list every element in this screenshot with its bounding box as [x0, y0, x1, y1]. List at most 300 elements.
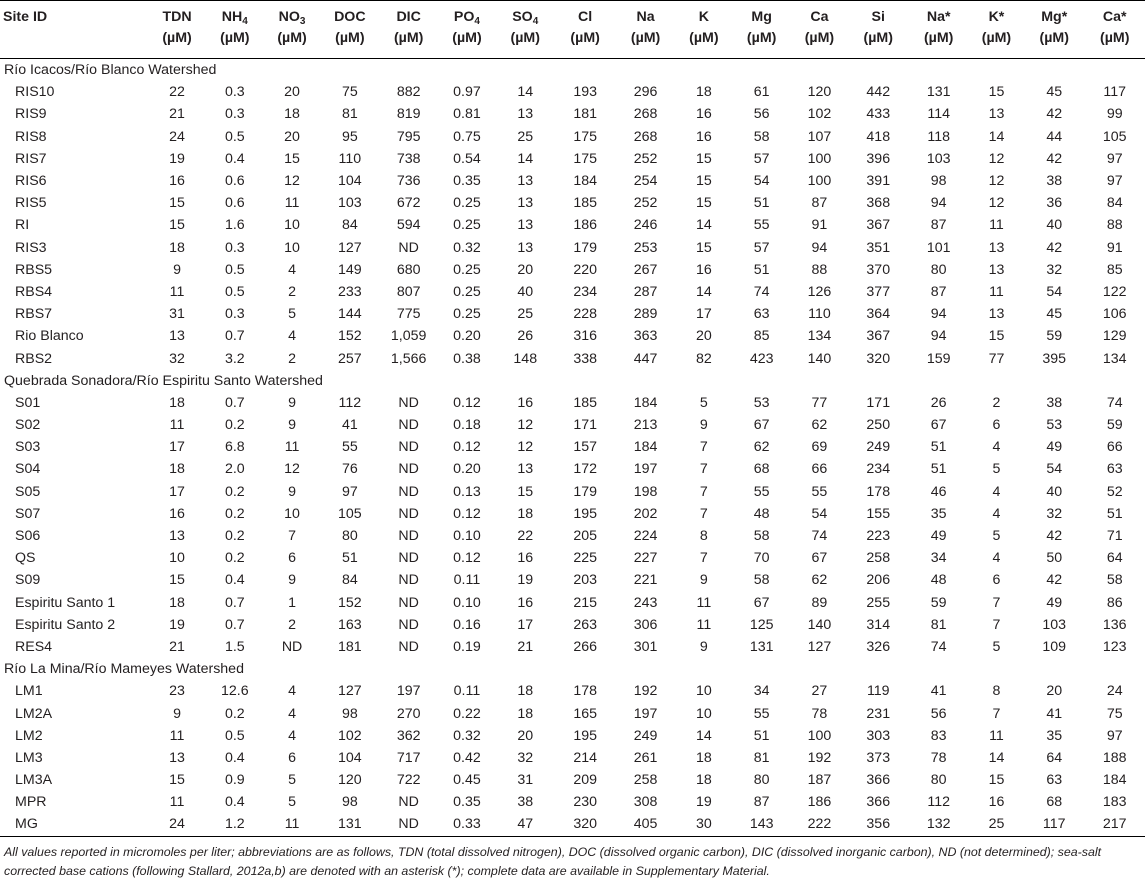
table-cell: 6	[992, 572, 1001, 589]
table-cell: 0.35	[453, 173, 481, 190]
table-cell: 63	[1106, 461, 1123, 478]
table-cell: ND	[398, 550, 419, 567]
table-cell: 270	[396, 705, 421, 722]
table-cell: 717	[396, 749, 421, 766]
table-row	[0, 325, 1145, 347]
table-cell: 80	[930, 261, 947, 278]
table-cell: 9	[288, 572, 296, 589]
table-cell: 0.2	[224, 505, 245, 522]
table-cell: 81	[753, 749, 770, 766]
table-cell: 0.5	[224, 727, 245, 744]
table-cell: 316	[573, 328, 597, 345]
table-cell: 209	[573, 772, 597, 789]
table-cell: 9	[699, 572, 708, 589]
table-cell: 268	[633, 106, 658, 123]
column-header-name: Ca*	[1102, 9, 1127, 25]
site-id-cell: LM3A	[15, 772, 53, 789]
table-cell: 12	[284, 461, 300, 478]
table-cell: 6	[288, 749, 296, 766]
table-row	[0, 259, 1145, 281]
site-id-cell: RBS4	[15, 283, 53, 300]
table-cell: 13	[517, 461, 534, 478]
table-cell: 178	[573, 683, 597, 700]
table-cell: 13	[169, 328, 185, 345]
table-cell: 84	[1106, 195, 1123, 212]
table-cell: 10	[284, 505, 300, 522]
table-cell: 131	[338, 816, 362, 833]
site-id-cell: RIS10	[15, 84, 55, 101]
table-cell: 66	[1106, 439, 1123, 456]
table-cell: 234	[573, 283, 597, 300]
table-cell: 70	[753, 550, 770, 567]
table-cell: 1.6	[224, 217, 245, 234]
table-cell: 54	[753, 173, 770, 190]
table-cell: 882	[396, 84, 421, 101]
column-header-name: Cl	[578, 9, 593, 25]
table-cell: 32	[1046, 505, 1063, 522]
table-cell: 185	[573, 394, 597, 411]
table-cell: 253	[633, 239, 658, 256]
table-cell: 2	[288, 616, 296, 633]
table-cell: 103	[1042, 616, 1067, 633]
table-cell: 49	[1046, 594, 1063, 611]
group-header-row	[0, 59, 1145, 82]
table-row	[0, 81, 1145, 103]
table-cell: 80	[753, 772, 770, 789]
table-cell: 0.2	[224, 417, 245, 434]
table-cell: 34	[753, 683, 770, 700]
table-cell: 320	[866, 350, 891, 367]
table-cell: 16	[695, 106, 712, 123]
table-cell: 228	[573, 306, 597, 323]
table-cell: 11	[169, 794, 185, 811]
table-cell: 396	[866, 150, 891, 167]
table-cell: 35	[930, 505, 947, 522]
table-cell: 12	[988, 195, 1005, 212]
table-cell: 76	[341, 461, 358, 478]
table-cell: ND	[398, 461, 419, 478]
table-cell: 75	[1106, 705, 1123, 722]
table-footnote: All values reported in micromoles per liter; abbreviations are as follows, TDN (total dissolved nitrogen), DOC (dissolved organic carbon), DIC (dissolved inorganic carbon), ND (not determined); sea-salt corrected base cations (following Stallard, 2012a,b) are denoted with an asterisk (*); complete data are available in Supplementary Material.	[4, 844, 1102, 878]
table-row	[0, 170, 1145, 192]
column-header-name: Mg	[751, 9, 772, 25]
column-header-unit: (µM)	[393, 30, 424, 46]
table-cell: 0.7	[224, 394, 245, 411]
table-cell: 87	[930, 283, 947, 300]
table-cell: 267	[633, 261, 658, 278]
table-cell: 356	[866, 816, 891, 833]
table-cell: 24	[169, 128, 185, 145]
table-cell: 7	[288, 528, 296, 545]
table-cell: 63	[753, 306, 770, 323]
table-cell: 188	[1102, 749, 1127, 766]
table-cell: 7	[699, 439, 708, 456]
table-cell: 10	[695, 683, 712, 700]
column-header-unit: (µM)	[1039, 30, 1069, 46]
table-cell: 15	[695, 239, 712, 256]
table-cell: 59	[930, 594, 947, 611]
table-cell: 19	[695, 794, 712, 811]
table-cell: 34	[930, 550, 947, 567]
table-cell: 338	[573, 350, 597, 367]
table-cell: 54	[1046, 283, 1063, 300]
table-cell: 263	[573, 616, 597, 633]
table-cell: 11	[284, 816, 300, 833]
table-cell: 152	[338, 328, 362, 345]
site-id-cell: LM3	[15, 749, 43, 766]
table-cell: 220	[573, 261, 597, 278]
table-cell: 5	[288, 772, 296, 789]
table-cell: 20	[517, 261, 534, 278]
table-cell: 18	[517, 505, 534, 522]
table-cell: 20	[284, 84, 300, 101]
table-cell: 117	[1042, 816, 1066, 833]
column-header-subscript: 4	[242, 16, 248, 27]
site-id-cell: RBS2	[15, 350, 53, 367]
table-cell: 7	[992, 705, 1001, 722]
column-header-unit: (µM)	[923, 30, 954, 46]
table-cell: 14	[517, 150, 534, 167]
table-cell: 18	[284, 106, 300, 123]
table-cell: 31	[169, 306, 185, 323]
table-cell: 27	[811, 683, 828, 700]
table-cell: 12	[988, 150, 1005, 167]
table-cell: 11	[284, 195, 300, 212]
table-cell: 9	[173, 261, 181, 278]
table-cell: 71	[1106, 528, 1123, 545]
column-header-unit: (µM)	[1099, 30, 1130, 46]
table-row	[0, 503, 1145, 525]
table-cell: 97	[1106, 150, 1123, 167]
table-cell: 61	[753, 84, 770, 101]
table-row	[0, 214, 1145, 236]
table-cell: 62	[811, 417, 828, 434]
table-cell: 249	[866, 439, 891, 456]
table-cell: 41	[930, 683, 947, 700]
table-cell: 192	[807, 749, 832, 766]
table-cell: 0.16	[453, 616, 481, 633]
table-cell: 140	[807, 350, 832, 367]
table-cell: 14	[695, 283, 712, 300]
column-header-name: DIC	[396, 9, 421, 25]
table-row	[0, 392, 1145, 414]
table-cell: 11	[989, 283, 1004, 300]
table-cell: ND	[398, 439, 419, 456]
site-id-cell: RIS3	[15, 239, 47, 256]
table-cell: 48	[930, 572, 947, 589]
table-cell: 155	[866, 505, 891, 522]
table-cell: 15	[988, 772, 1005, 789]
table-cell: 16	[988, 794, 1005, 811]
site-id-cell: MPR	[15, 794, 47, 811]
table-cell: ND	[398, 483, 419, 500]
table-cell: 1.5	[224, 638, 245, 655]
table-cell: 14	[695, 217, 712, 234]
table-cell: 54	[1046, 461, 1063, 478]
table-row	[0, 813, 1145, 836]
table-cell: 19	[169, 150, 185, 167]
table-cell: 391	[866, 173, 891, 190]
table-cell: 54	[811, 505, 828, 522]
table-cell: 51	[1106, 505, 1123, 522]
table-cell: 795	[396, 128, 421, 145]
table-cell: 56	[753, 106, 770, 123]
table-cell: 134	[1102, 350, 1127, 367]
table-cell: 55	[753, 483, 770, 500]
table-cell: 18	[695, 749, 712, 766]
table-cell: 18	[695, 772, 712, 789]
table-cell: 18	[169, 239, 185, 256]
table-cell: 20	[695, 328, 712, 345]
table-cell: 12	[988, 173, 1005, 190]
table-cell: 13	[988, 261, 1005, 278]
column-header-unit: (µM)	[981, 30, 1012, 46]
table-cell: 0.19	[453, 638, 481, 655]
table-cell: 123	[1102, 638, 1127, 655]
site-id-cell: RIS9	[15, 106, 47, 123]
table-cell: 80	[341, 528, 358, 545]
table-cell: ND	[398, 239, 419, 256]
table-cell: 5	[992, 461, 1001, 478]
table-cell: 15	[695, 195, 712, 212]
site-id-cell: RIS7	[15, 150, 47, 167]
table-cell: 32	[517, 749, 534, 766]
table-cell: 38	[517, 794, 534, 811]
table-cell: 7	[699, 461, 708, 478]
column-header-name: K*	[988, 9, 1005, 25]
table-cell: 1.2	[224, 816, 245, 833]
table-cell: 15	[169, 195, 185, 212]
table-cell: 59	[1046, 328, 1063, 345]
table-cell: 0.33	[453, 816, 481, 833]
table-cell: 19	[169, 616, 185, 633]
table-cell: 206	[866, 572, 891, 589]
column-header-unit: (µM)	[277, 30, 307, 46]
table-cell: 82	[695, 350, 712, 367]
table-cell: 47	[517, 816, 534, 833]
table-cell: 186	[807, 794, 832, 811]
table-cell: ND	[398, 505, 419, 522]
site-id-cell: S07	[15, 505, 41, 522]
column-header	[969, 1, 1024, 59]
table-cell: 88	[1106, 217, 1123, 234]
table-cell: 42	[1046, 106, 1063, 123]
column-header-name: Na	[636, 9, 655, 25]
column-header	[791, 1, 848, 59]
site-id-cell: Espiritu Santo 2	[15, 616, 116, 633]
table-cell: 119	[866, 683, 890, 700]
table-cell: 40	[1046, 483, 1063, 500]
column-header	[908, 1, 968, 59]
table-cell: 0.97	[453, 84, 481, 101]
table-cell: 52	[1106, 483, 1123, 500]
table-cell: 100	[807, 727, 832, 744]
table-cell: 193	[573, 84, 597, 101]
table-cell: 0.54	[453, 150, 481, 167]
table-cell: 75	[341, 84, 358, 101]
table-row	[0, 791, 1145, 813]
table-cell: 9	[699, 638, 708, 655]
table-cell: 6	[992, 417, 1001, 434]
table-cell: 102	[807, 106, 832, 123]
table-cell: 120	[807, 84, 832, 101]
table-cell: 0.11	[453, 572, 481, 589]
table-cell: 98	[930, 173, 947, 190]
table-cell: 0.18	[453, 417, 481, 434]
table-row	[0, 525, 1145, 547]
table-cell: 363	[633, 328, 658, 345]
table-cell: 5	[699, 394, 708, 411]
site-id-cell: Rio Blanco	[15, 328, 84, 345]
table-cell: 377	[866, 283, 891, 300]
table-cell: 16	[169, 505, 185, 522]
table-cell: 140	[807, 616, 832, 633]
table-cell: 51	[341, 550, 358, 567]
table-cell: 13	[517, 106, 534, 123]
table-cell: 0.4	[224, 572, 245, 589]
table-cell: 186	[573, 217, 597, 234]
table-cell: 49	[1046, 439, 1063, 456]
table-cell: 0.25	[453, 306, 481, 323]
table-cell: 0.42	[453, 749, 481, 766]
table-cell: 22	[169, 84, 185, 101]
table-cell: 0.10	[453, 594, 481, 611]
column-header-name: DOC	[334, 9, 366, 25]
table-row	[0, 680, 1145, 702]
table-cell: 104	[338, 749, 362, 766]
column-header	[438, 1, 496, 59]
table-cell: 83	[930, 727, 947, 744]
table-cell: 16	[517, 594, 534, 611]
table-cell: 203	[573, 572, 597, 589]
site-id-cell: RI	[15, 217, 30, 234]
table-cell: 87	[753, 794, 770, 811]
table-cell: 14	[988, 128, 1005, 145]
table-cell: 197	[633, 705, 658, 722]
table-cell: 5	[288, 794, 296, 811]
table-cell: 0.13	[453, 483, 481, 500]
table-cell: 181	[338, 638, 362, 655]
table-cell: 20	[517, 727, 534, 744]
table-cell: 9	[288, 394, 296, 411]
table-cell: 0.9	[224, 772, 245, 789]
table-row	[0, 725, 1145, 747]
table-cell: 172	[573, 461, 597, 478]
table-cell: 41	[341, 417, 358, 434]
table-cell: ND	[398, 528, 419, 545]
table-cell: 7	[699, 483, 708, 500]
table-cell: 48	[753, 505, 770, 522]
table-cell: 67	[930, 417, 947, 434]
table-cell: 1,566	[390, 350, 427, 367]
table-cell: 127	[338, 239, 362, 256]
table-cell: 42	[1046, 150, 1063, 167]
column-header	[1024, 1, 1084, 59]
site-id-cell: S03	[15, 439, 41, 456]
table-row	[0, 148, 1145, 170]
column-header	[496, 1, 554, 59]
column-header-unit: (µM)	[162, 30, 192, 46]
table-cell: 15	[988, 328, 1005, 345]
table-cell: 18	[517, 705, 534, 722]
table-cell: 85	[753, 328, 770, 345]
table-cell: 14	[517, 84, 534, 101]
table-cell: 6.8	[224, 439, 245, 456]
table-cell: 24	[169, 816, 185, 833]
header-row	[0, 1, 1145, 59]
table-cell: 2	[992, 394, 1001, 411]
table-cell: 4	[288, 328, 296, 345]
table-cell: 80	[930, 772, 947, 789]
table-cell: 64	[1046, 749, 1063, 766]
table-cell: 736	[396, 173, 421, 190]
table-cell: 214	[573, 749, 597, 766]
table-cell: 148	[513, 350, 538, 367]
table-cell: 9	[288, 417, 296, 434]
table-cell: 0.12	[453, 394, 481, 411]
table-cell: 0.25	[453, 261, 481, 278]
table-cell: 6	[288, 550, 296, 567]
table-cell: 23	[169, 683, 185, 700]
table-cell: 395	[1042, 350, 1067, 367]
table-cell: 9	[173, 705, 181, 722]
column-header-name: K	[698, 9, 709, 25]
table-cell: 0.5	[224, 261, 245, 278]
table-cell: 0.20	[453, 328, 481, 345]
table-cell: 0.2	[224, 483, 245, 500]
table-cell: ND	[398, 794, 419, 811]
table-cell: 143	[749, 816, 774, 833]
table-cell: 15	[695, 173, 712, 190]
column-header-name: Na*	[926, 9, 951, 25]
table-cell: 215	[573, 594, 597, 611]
table-cell: 195	[573, 505, 597, 522]
table-row	[0, 702, 1145, 724]
table-cell: 94	[811, 239, 828, 256]
table-cell: 197	[396, 683, 421, 700]
table-cell: 127	[338, 683, 362, 700]
table-cell: 4	[992, 505, 1001, 522]
table-cell: 110	[338, 150, 362, 167]
table-cell: 187	[807, 772, 832, 789]
table-cell: 320	[573, 816, 597, 833]
table-cell: 67	[753, 417, 770, 434]
table-cell: 184	[1102, 772, 1127, 789]
table-cell: 722	[396, 772, 421, 789]
table-cell: 40	[517, 283, 534, 300]
column-header-unit: (µM)	[335, 30, 365, 46]
table-cell: 14	[695, 727, 712, 744]
site-id-cell: QS	[15, 550, 36, 567]
site-id-cell: S05	[15, 483, 41, 500]
table-cell: 8	[699, 528, 708, 545]
table-cell: 367	[866, 217, 891, 234]
column-header	[380, 1, 438, 59]
table-cell: 53	[753, 394, 770, 411]
table-cell: 364	[866, 306, 891, 323]
table-cell: 157	[573, 439, 597, 456]
table-cell: 11	[696, 594, 712, 611]
column-header-unit: (µM)	[804, 30, 835, 46]
table-cell: 74	[753, 283, 770, 300]
table-cell: 69	[811, 439, 828, 456]
table-cell: 184	[633, 439, 658, 456]
table-cell: 289	[633, 306, 658, 323]
table-cell: 78	[811, 705, 828, 722]
table-cell: 35	[1046, 727, 1063, 744]
table-cell: 192	[633, 683, 658, 700]
table-cell: 4	[288, 705, 296, 722]
